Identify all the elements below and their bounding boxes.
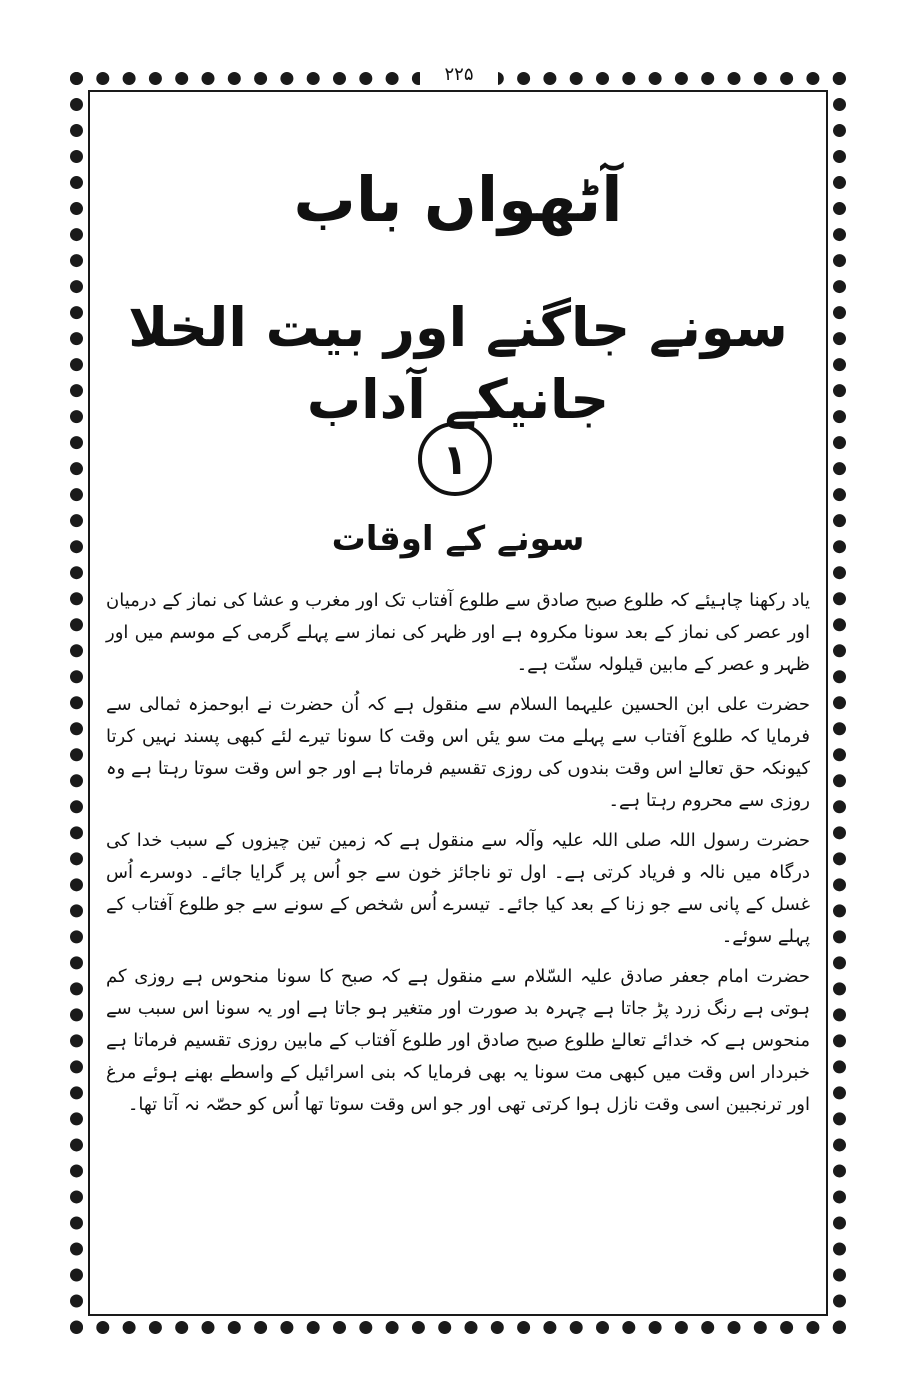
paragraph: حضرت امام جعفر صادق علیہ السّلام سے منقول ہے کہ صبح کا سونا منحوس ہے روزی کم ہوتی ہے رنگ زرد پڑ جاتا ہے چہرہ بد صورت اور متغیر ہو جاتا ہے اور یہ سونا اس سبب سے منحوس ہے کہ خدائے تعالےٰ طلوع صبح صادق اور طلوع آفتاب کے مابین روزی تقسیم فرماتا ہے خبردار اس وقت میں کبھی مت سونا یہ بھی فرمایا کہ بنی اسرائیل کے واسطے بھنے ہوئے مرغ اور ترنجبین اسی وقت نازل ہوا کرتی تھی اور جو اس وقت سوتا تھا اُس کو حصّہ نہ آتا تھا۔ (106, 966, 810, 1115)
chapter-subtitle: سونے جاگنے اور بیت الخلا جانیکے آداب (128, 296, 788, 431)
body-text (106, 585, 810, 1129)
paragraph: حضرت علی ابن الحسین علیہما السلام سے منقول ہے کہ اُن حضرت نے ابوحمزہ ثمالی سے فرمایا کہ طلوع آفتاب سے پہلے مت سو یئں اس وقت کا سونا تیرے لئے کبھی پسند نہیں کرتا کیونکہ حق تعالےٰ اس وقت بندوں کی روزی تقسیم فرماتا ہے اور جو اس وقت سوتا رہتا ہے وہ روزی سے محروم رہتا ہے۔ (106, 694, 810, 811)
chapter-title: آٹھواں باب (293, 163, 623, 236)
page-number: ۲۲۵ (420, 64, 498, 85)
page-content (92, 100, 824, 1310)
paragraph: حضرت رسول اللہ صلی اللہ علیہ وآلہ سے منقول ہے کہ زمین تین چیزوں کے سبب خدا کی درگاہ میں نالہ و فریاد کرتی ہے۔ اول تو ناجائز خون سے جو اُس پر گرایا جائے۔ دوسرے اُس غسل کے پانی سے جو زنا کے بعد کیا جائے۔ تیسرے اُس شخص کے سونے سے جو طلوع آفتاب کے پہلے سوئے۔ (106, 830, 810, 947)
section-number: ۱ (442, 434, 468, 484)
paragraph: یاد رکھنا چاہیئے کہ طلوع صبح صادق سے طلوع آفتاب تک اور مغرب و عشا کی نماز کے درمیان اور عصر کی نماز کے بعد سونا مکروہ ہے اور ظہر کی نماز سے پہلے گرمی کے موسم میں اور ظہر و عصر کے مابین قیلولہ سنّت ہے۔ (106, 590, 810, 675)
section-heading: سونے کے اوقات (331, 519, 585, 559)
section-number-circle (418, 422, 492, 496)
